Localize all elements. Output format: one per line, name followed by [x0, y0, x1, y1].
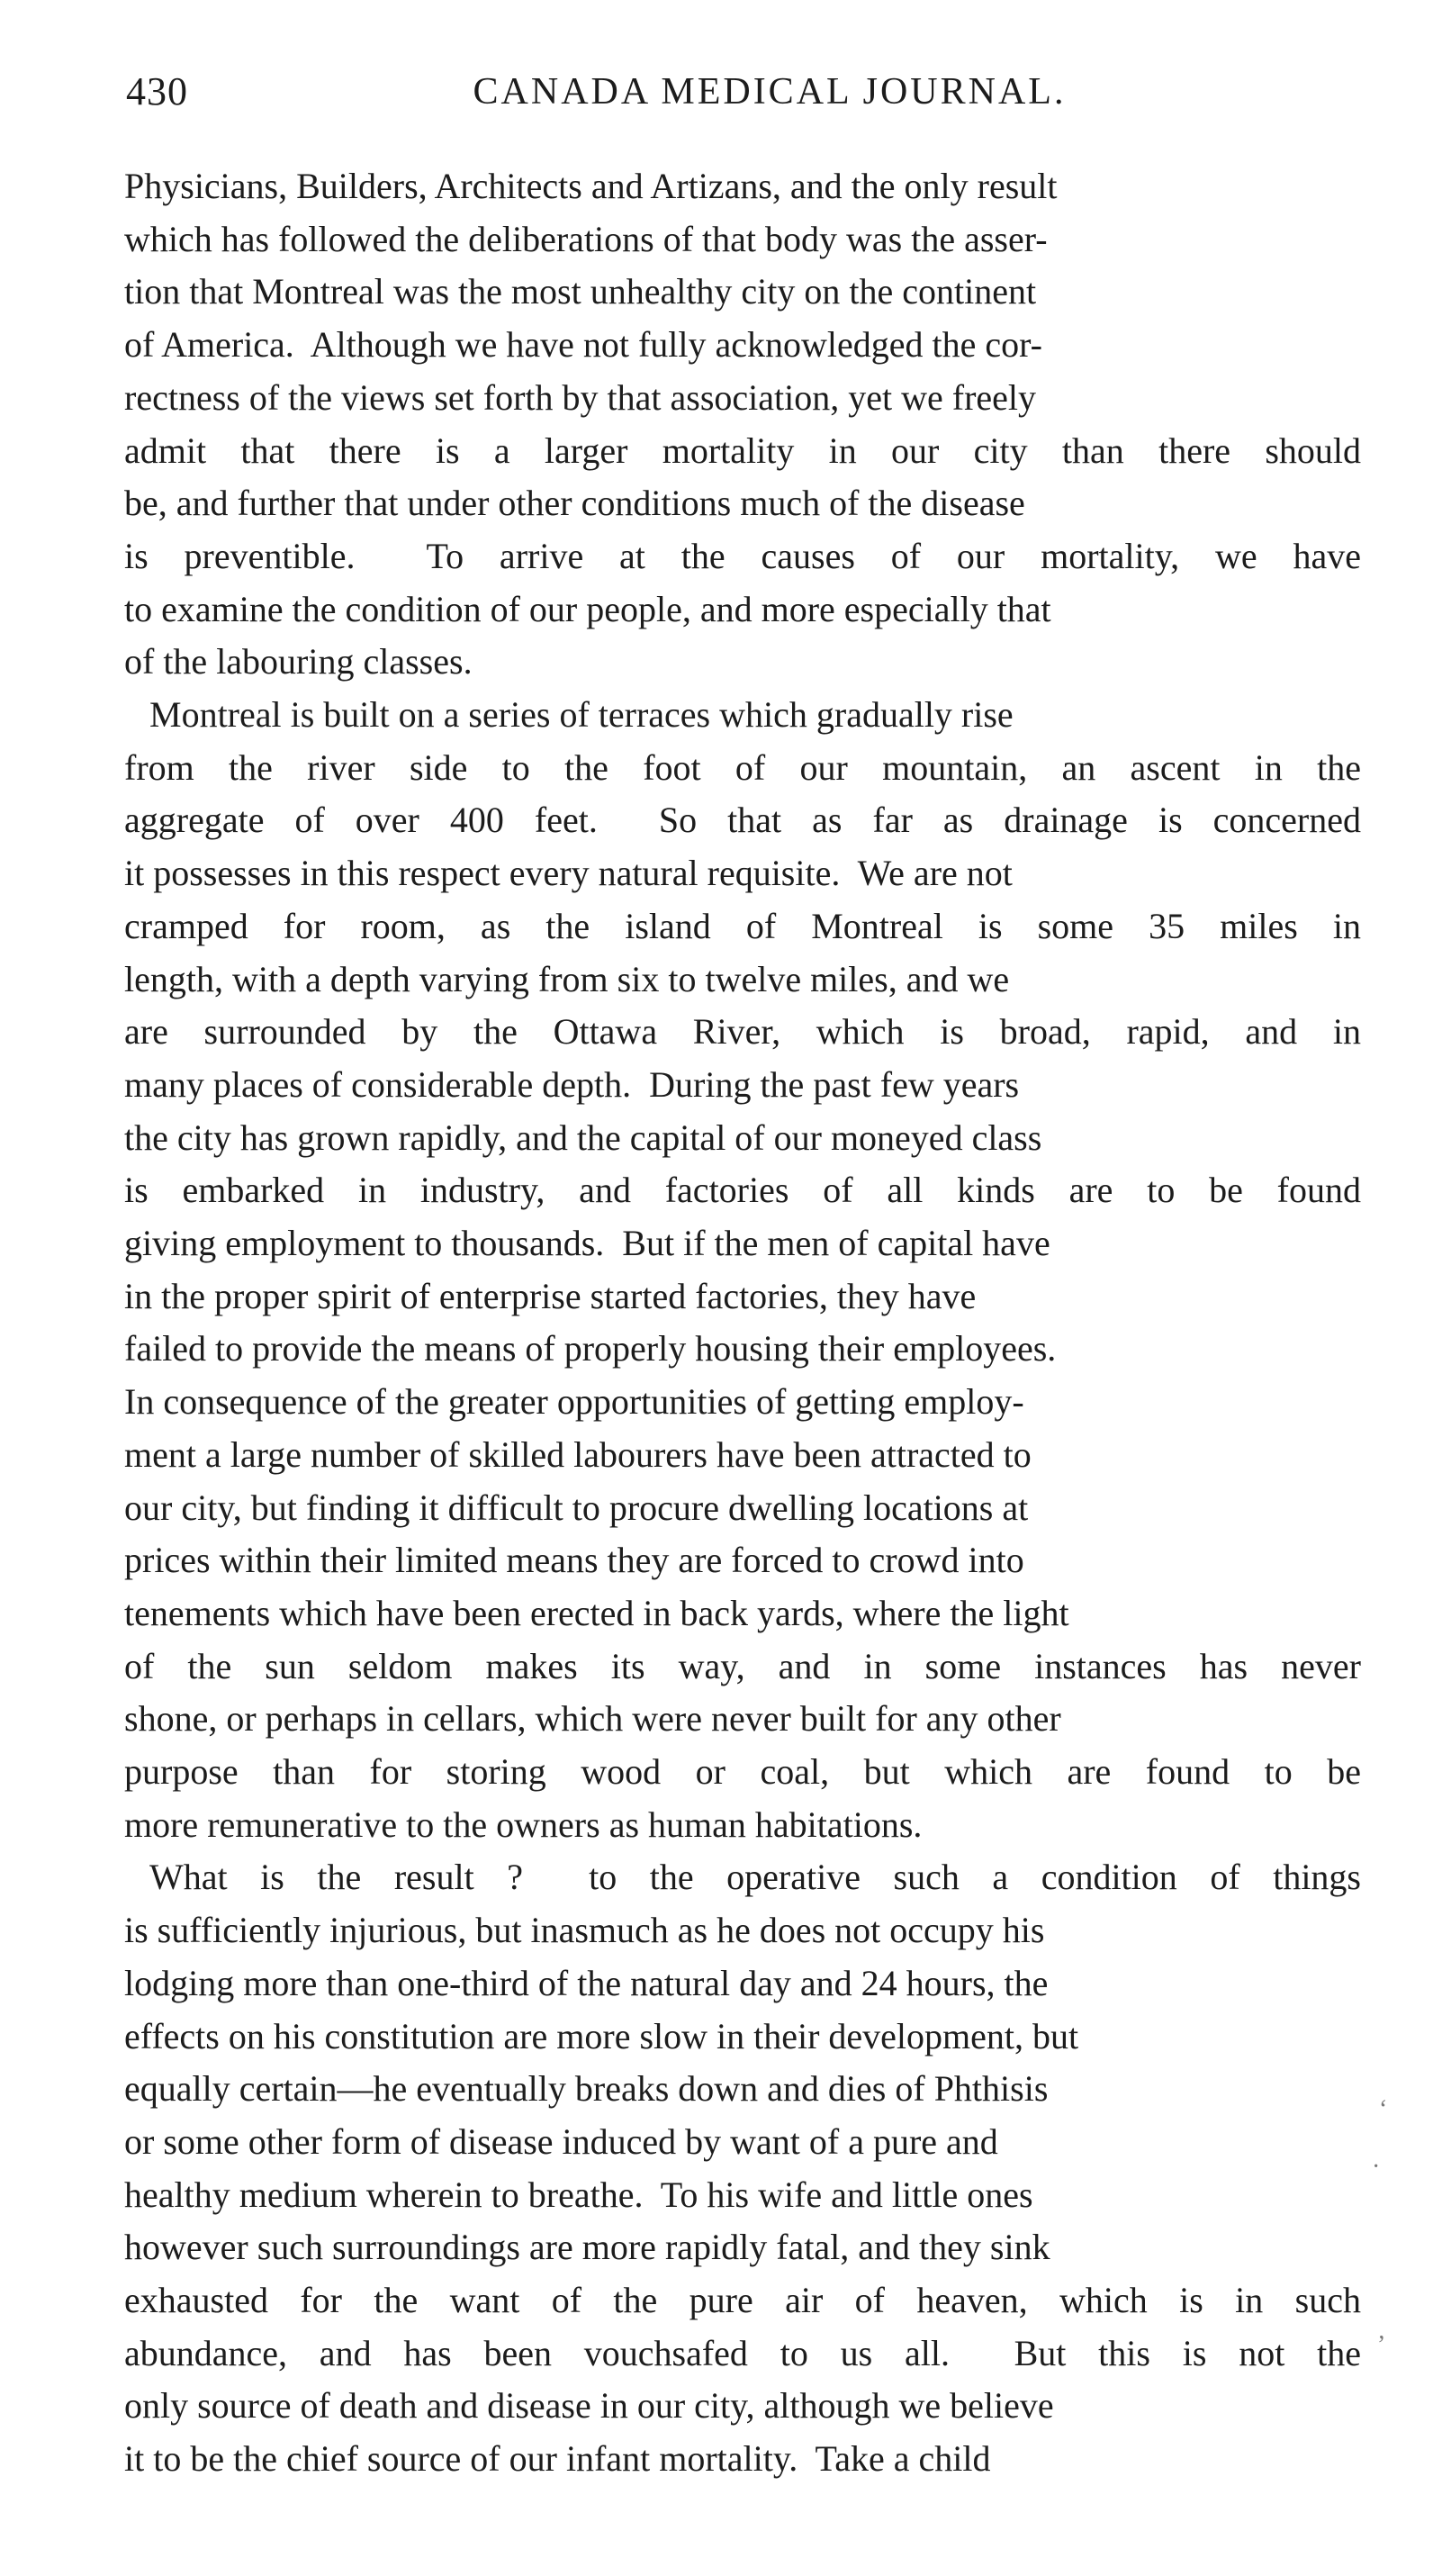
line-text: Montreal is built on a series of terraces which gradually rise [149, 694, 1014, 735]
text-line [124, 160, 1361, 212]
text-line [124, 372, 1361, 424]
text-line [124, 1164, 1361, 1216]
line-text: Physicians, Builders, Architects and Artizans, and the only result [124, 166, 1058, 206]
text-line [124, 1746, 1361, 1798]
page-header [126, 56, 1377, 128]
line-text: tion that Montreal was the most unhealthy city on the continent [124, 271, 1037, 312]
line-text: shone, or perhaps in cellars, which were never built for any other [124, 1698, 1061, 1740]
line-text: What is the result ? to the operative such a condition of things [149, 1857, 1361, 1898]
text-line [124, 1482, 1361, 1534]
text-line [124, 213, 1361, 266]
line-text: many places of considerable depth. During the past few years [124, 1063, 1020, 1105]
line-text: is preventible. To arrive at the causes of our mortality, we have [124, 535, 1361, 576]
text-line [124, 1323, 1361, 1375]
text-line [124, 2433, 1361, 2485]
line-text: abundance, and has been vouchsafed to us all. But this is not the [124, 2332, 1361, 2373]
text-line [124, 636, 1361, 688]
text-line [124, 477, 1361, 529]
line-text: equally certain—he eventually breaks down and dies of Phthisis [124, 2068, 1049, 2110]
line-text: be, and further that under other conditions much of the disease [124, 483, 1025, 524]
line-text: aggregate of over 400 feet. So that as far as drainage is concerned [124, 800, 1361, 841]
line-text: admit that there is a larger mortality in our city than there should [124, 429, 1361, 471]
line-text: the city has grown rapidly, and the capital of our moneyed class [124, 1116, 1042, 1158]
line-text: are surrounded by the Ottawa River, which is broad, rapid, and in [124, 1011, 1361, 1053]
text-line [124, 530, 1361, 583]
text-line [124, 1587, 1361, 1640]
text-line [124, 2063, 1361, 2115]
line-text: length, with a depth varying from six to twelve miles, and we [124, 958, 1010, 999]
text-line [124, 1957, 1361, 2010]
line-text: or some other form of disease induced by want of a pure and [124, 2120, 998, 2162]
page-number: 430 [126, 69, 188, 113]
text-line [124, 1112, 1361, 1164]
line-text: only source of death and disease in our city, although we believe [124, 2385, 1054, 2427]
text-line [124, 583, 1361, 636]
line-text: tenements which have been erected in back yards, where the light [124, 1592, 1069, 1633]
text-line [124, 1641, 1361, 1693]
line-text: purpose than for storing wood or coal, but which are found to be [124, 1751, 1361, 1792]
text-line [124, 2116, 1361, 2168]
line-text: is embarked in industry, and factories of all kinds are to be found [124, 1170, 1361, 1211]
text-line [124, 1904, 1361, 1957]
text-line [124, 1376, 1361, 1428]
line-text: from the river side to the foot of our mountain, an ascent in the [124, 746, 1361, 788]
text-line [124, 1693, 1361, 1745]
margin-speck: ʼ [1377, 2331, 1386, 2359]
text-line [124, 319, 1361, 371]
text-line [124, 1534, 1361, 1586]
text-line [149, 689, 1361, 741]
line-text: cramped for room, as the island of Montreal is some 35 miles in [124, 905, 1361, 946]
line-text: in the proper spirit of enterprise started factories, they have [124, 1275, 977, 1316]
margin-speck: ʻ [1379, 2095, 1388, 2123]
line-text: ment a large number of skilled labourers have been attracted to [124, 1433, 1032, 1475]
text-line [124, 847, 1361, 899]
line-text: of the labouring classes. [124, 641, 473, 682]
text-line [124, 1059, 1361, 1111]
text-line [149, 1851, 1361, 1903]
text-line [124, 1217, 1361, 1270]
text-line [124, 1799, 1361, 1851]
text-line [124, 742, 1361, 794]
line-text: to examine the condition of our people, and more especially that [124, 588, 1051, 629]
line-text: it to be the chief source of our infant mortality. Take a child [124, 2438, 991, 2480]
line-text: is sufficiently injurious, but inasmuch as he does not occupy his [124, 1910, 1045, 1951]
text-line [124, 2380, 1361, 2432]
text-line [124, 2221, 1361, 2273]
text-line [124, 2274, 1361, 2327]
text-line [124, 794, 1361, 846]
line-text: effects on his constitution are more slow in their development, but [124, 2015, 1079, 2056]
line-text: of America. Although we have not fully acknowledged the cor- [124, 324, 1042, 366]
text-line [124, 2011, 1361, 2063]
line-text: it possesses in this respect every natural requisite. We are not [124, 853, 1013, 894]
line-text: failed to provide the means of properly housing their employees. [124, 1328, 1057, 1369]
line-text: rectness of the views set forth by that association, yet we freely [124, 376, 1037, 418]
line-text: more remunerative to the owners as human habitations. [124, 1803, 923, 1845]
running-title: CANADA MEDICAL JOURNAL. [473, 71, 1067, 113]
line-text: healthy medium wherein to breathe. To his wife and little ones [124, 2174, 1033, 2215]
line-text: our city, but finding it difficult to procure dwelling locations at [124, 1487, 1029, 1528]
line-text: of the sun seldom makes its way, and in some instances has never [124, 1645, 1361, 1686]
text-line [124, 425, 1361, 477]
line-text: giving employment to thousands. But if the men of capital have [124, 1223, 1050, 1263]
line-text: which has followed the deliberations of that body was the asser- [124, 218, 1048, 259]
margin-speck: · [1372, 2153, 1381, 2181]
line-text: prices within their limited means they are forced to crowd into [124, 1540, 1024, 1581]
text-line [124, 1006, 1361, 1058]
text-line [124, 954, 1361, 1006]
line-text: exhausted for the want of the pure air of heaven, which is in such [124, 2280, 1361, 2320]
text-line [124, 2169, 1361, 2221]
line-text: lodging more than one-third of the natural day and 24 hours, the [124, 1962, 1049, 2003]
text-line [124, 1270, 1361, 1323]
text-line [124, 1429, 1361, 1481]
line-text: however such surroundings are more rapidly fatal, and they sink [124, 2227, 1050, 2268]
text-line [124, 900, 1361, 953]
line-text: In consequence of the greater opportunities of getting employ- [124, 1381, 1024, 1423]
text-line [124, 266, 1361, 318]
text-line [124, 2327, 1361, 2380]
